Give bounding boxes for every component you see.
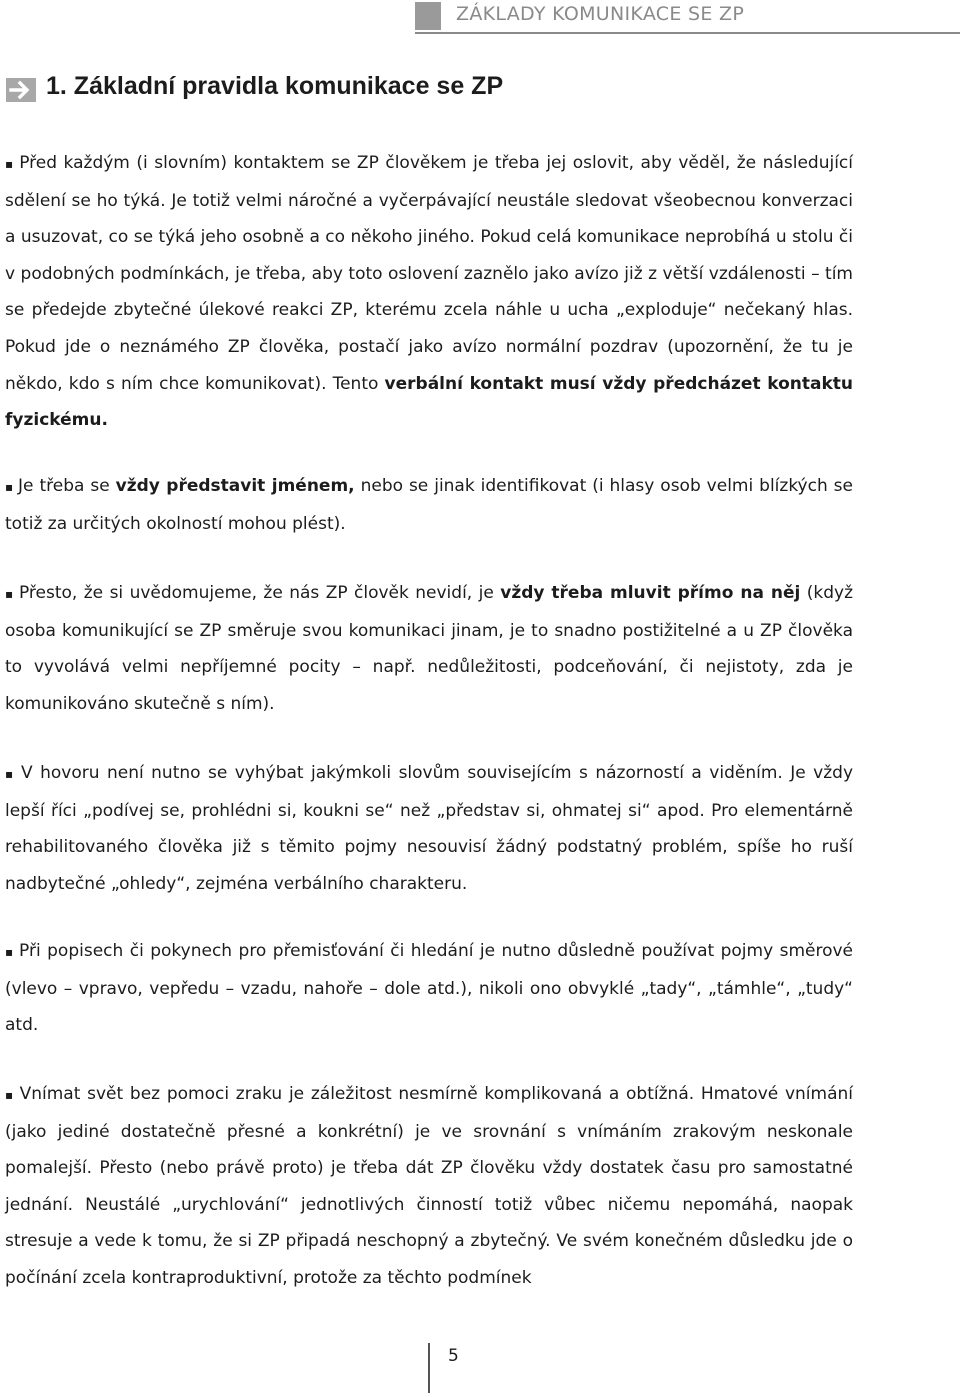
paragraph-2-bold: vždy představit jménem, xyxy=(115,476,355,496)
footer-divider xyxy=(428,1343,430,1393)
header-square-icon xyxy=(415,2,441,30)
paragraph-4 xyxy=(5,755,853,902)
paragraph-2-text: ▪ Je třeba se xyxy=(5,476,116,496)
paragraph-5-text: ▪ Při popisech či pokynech pro přemisťování či hledání je nutno důsledně používat pojmy směrové (vlevo – vpravo, vepředu – vzadu, nahoře – dole atd.), nikoli ono obvyklé „tady“, „támhle“, „tudy“ atd. xyxy=(5,941,853,1035)
paragraph-3-text: ▪ Přesto, že si uvědomujeme, že nás ZP člověk nevidí, je xyxy=(5,583,500,603)
paragraph-3-bold: vždy třeba mluvit přímo na něj xyxy=(500,583,801,603)
paragraph-2 xyxy=(5,468,853,542)
paragraph-4-text: ▪ V hovoru není nutno se vyhýbat jakýmkoli slovům souvisejícím s názorností a viděním. Je vždy lepší říci „podívej se, prohlédni si, koukni se“ než „představ si, ohmatej si“ apod. Pro elementárně rehabilitovaného člověka již s těmito pojmy nesouvisí žádný podstatný problém, spíše ho ruší nadbytečné „ohledy“, zejména verbálního charakteru. xyxy=(5,763,853,894)
running-header xyxy=(415,0,960,32)
paragraph-1 xyxy=(5,145,853,439)
header-rule xyxy=(415,32,960,34)
paragraph-5 xyxy=(5,933,853,1044)
paragraph-2-text-end: nebo se jinak identifikovat (i hlasy osob velmi blízkých se totiž za určitých okolností mohou plést). xyxy=(5,476,853,534)
section-title: 1. Základní pravidla komunikace se ZP xyxy=(46,72,504,100)
paragraph-3 xyxy=(5,575,853,722)
paragraph-1-text: ▪ Před každým (i slovním) kontaktem se ZP člověkem je třeba jej oslovit, aby věděl, že následující sdělení se ho týká. Je totiž velmi náročné a vyčerpávající neustále sledovat všeobecnou konverzaci a usuzovat, co se týká jeho osobně a co někoho jiného. Pokud celá komunikace neprobíhá u stolu či v podobných podmínkách, je třeba, aby toto oslovení zaznělo jako avízo již z větší vzdálenosti – tím se předejde zbytečné úlekové reakci ZP, kterému zcela náhle u ucha „exploduje“ nečekaný hlas. Pokud jde o neznámého ZP člověka, postačí jako avízo normální pozdrav (upozornění, že tu je někdo, kdo s ním chce komunikovat). Tento xyxy=(5,153,853,394)
header-title: ZÁKLADY KOMUNIKACE SE ZP xyxy=(456,3,745,25)
paragraph-3-text-end: (když osoba komunikující se ZP směruje svou komunikaci jinam, je to snadno postižitelné a u ZP člověka to vyvolává velmi nepříjemné pocity – např. nedůležitosti, podceňování, či nejistoty, zda je komunikováno skutečně s ním). xyxy=(5,583,853,714)
paragraph-6 xyxy=(5,1076,853,1297)
arrow-right-icon xyxy=(6,78,36,102)
paragraph-1-bold: verbální kontakt musí vždy předcházet kontaktu fyzickému. xyxy=(5,373,853,431)
paragraph-6-text: ▪ Vnímat svět bez pomoci zraku je záležitost nesmírně komplikovaná a obtížná. Hmatové vnímání (jako jediné dostatečně přesné a konkrétní) je ve srovnání s vnímáním zrakovým neskonale pomalejší. Přesto (nebo právě proto) je třeba dát ZP člověku vždy dostatek času pro samostatné jednání. Neustálé „urychlování“ jednotlivých činností totiž vůbec ničemu nepomáhá, naopak stresuje a vede k tomu, že si ZP připadá neschopný a zbytečný. Ve svém konečném důsledku jde o počínání zcela kontraproduktivní, protože za těchto podmínek xyxy=(5,1084,853,1288)
page-number: 5 xyxy=(448,1346,459,1366)
